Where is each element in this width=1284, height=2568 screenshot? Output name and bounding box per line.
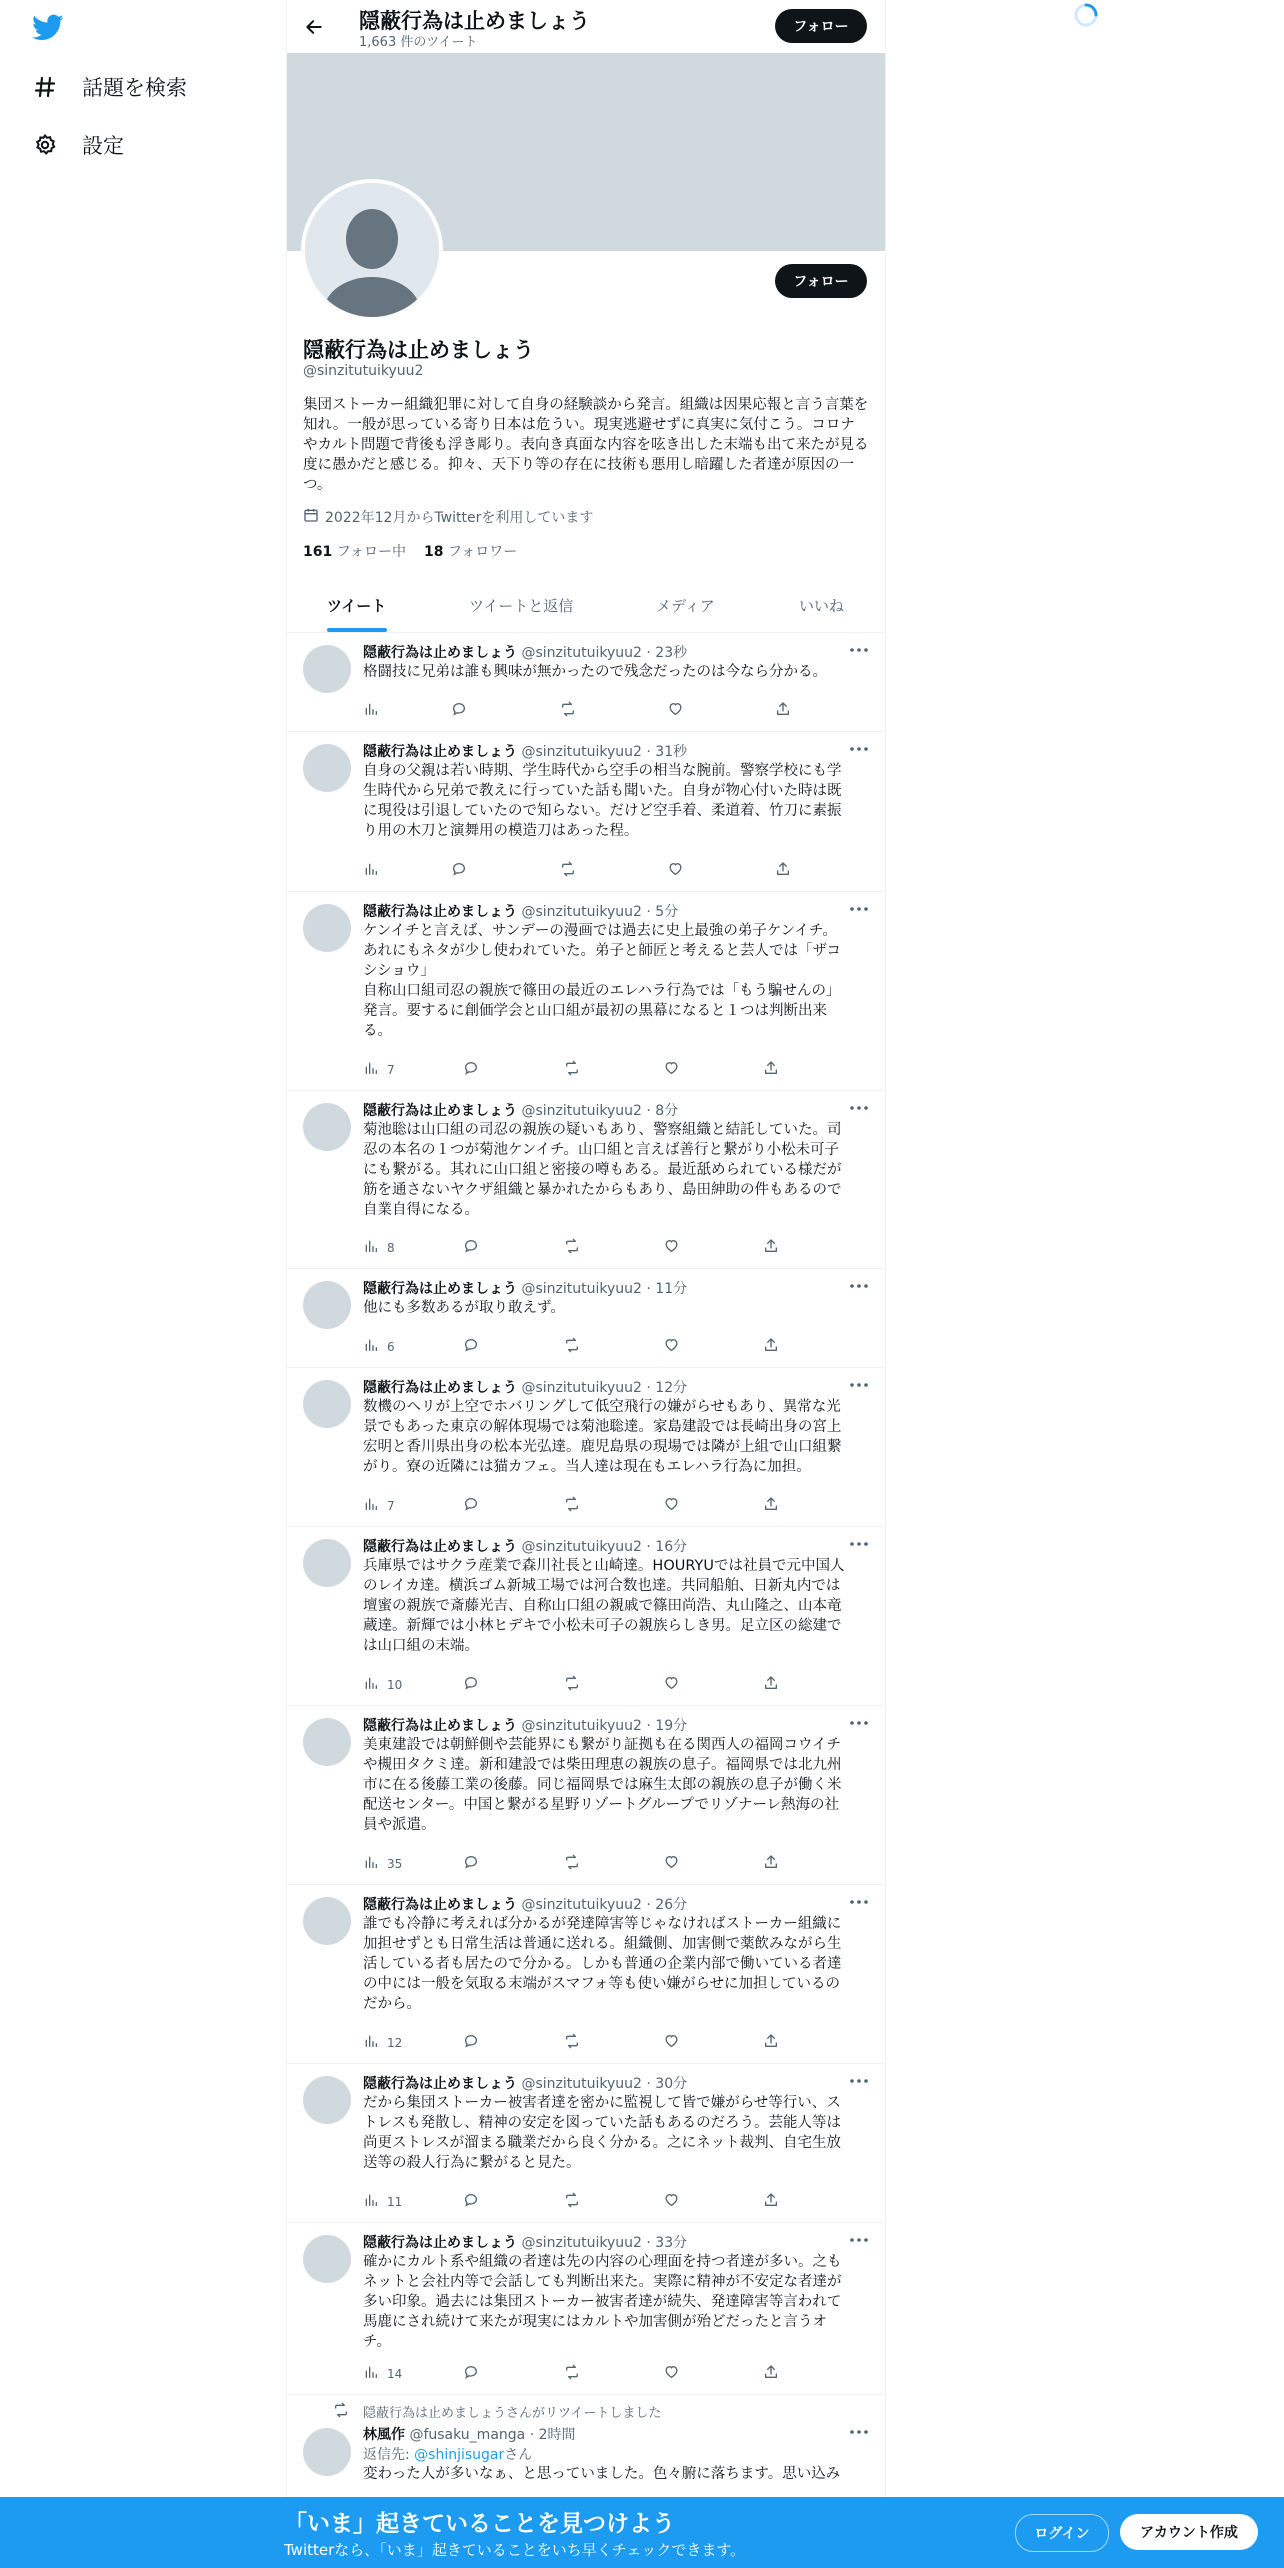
tweet-avatar[interactable] (303, 2076, 351, 2124)
retweet-button[interactable] (559, 861, 577, 880)
like-button[interactable] (667, 861, 684, 880)
tweet-time[interactable]: 2時間 (538, 2427, 576, 2443)
tweet-text: 美東建設では朝鮮側や芸能界にも繋がり証拠も在る関西人の福岡コウイチ や槻田タクミ達。新和建設では柴田理恵の親族の息子。福岡県では北九州 市に在る後藤工業の後藤。同じ福岡県では麻生太郎の親族の息子が働く米 配送センター。中国と繋がる星野リゾートグループでリゾナーレ熱海の社 員や派遣。 (363, 1737, 842, 1833)
tweet-header: 隠蔽行為は止めましょう @sinzitutuikyuu2 · 33分 (363, 2235, 688, 2251)
views-button[interactable] (363, 2192, 402, 2211)
share-button[interactable] (763, 1675, 779, 1694)
retweet-icon (563, 2364, 581, 2383)
tweet-author-name[interactable]: 隠蔽行為は止めましょう (363, 1897, 517, 1913)
profile-avatar[interactable] (301, 179, 443, 321)
views-icon (363, 1854, 379, 1873)
tweet-author-handle[interactable]: @sinzitutuikyuu2 (521, 1718, 642, 1734)
tweet-header: 隠蔽行為は止めましょう @sinzitutuikyuu2 · 12分 (363, 1380, 688, 1396)
tweet-author-handle[interactable]: @sinzitutuikyuu2 (521, 1103, 642, 1119)
tweet-time[interactable]: 11分 (655, 1281, 688, 1297)
tweet-time[interactable]: 16分 (655, 1539, 688, 1555)
views-button[interactable] (363, 1854, 402, 1873)
share-button[interactable] (763, 1854, 779, 1873)
tweet-author-handle[interactable]: @sinzitutuikyuu2 (521, 1897, 642, 1913)
retweet-icon (563, 2192, 581, 2211)
tweet-text: 自身の父親は若い時期、学生時代から空手の相当な腕前。警察学校にも学 生時代から兄弟で教えに行っていた話も聞いた。自身が物心付いた時は既 に現役は引退していたので知らない。だけど空手着、柔道着、竹刀に素振 り用の木刀と演舞用の模造刀はあった程。 (363, 763, 842, 839)
views-icon (363, 701, 379, 720)
retweet-button[interactable] (563, 1675, 581, 1694)
reply-icon (463, 1238, 479, 1257)
tweet-item[interactable] (287, 1268, 885, 1368)
more-icon[interactable] (847, 1892, 871, 1912)
share-icon (763, 2192, 779, 2211)
signup-banner (0, 2497, 1284, 2568)
retweet-icon (563, 2033, 581, 2052)
retweet-label: 隠蔽行為は止めましょうさんがリツイートしました (363, 2406, 662, 2421)
retweet-button[interactable] (563, 1337, 581, 1356)
tweet-text: 兵庫県ではサクラ産業で森川社長と山崎達。HOURYUでは社員で元中国人 のレイカ達。横浜ゴム新城工場では河合数也達。共同船舶、日新丸内では 壇蜜の親族で斎藤光吉、自称山口組の親戚で篠田尚浩、丸山隆之、山本竜 蔵達。新輝では小林ヒデキで小松未可子の親族らしき男。足立区の総建で は山口組の末端。 (363, 1558, 845, 1654)
profile-joined (303, 507, 593, 527)
like-button[interactable] (663, 1337, 680, 1356)
followers-label: フォロワー (447, 544, 518, 560)
like-icon (663, 2033, 680, 2052)
tweet-time[interactable]: 12分 (655, 1380, 688, 1396)
like-button[interactable] (663, 1238, 680, 1257)
more-icon[interactable] (847, 2071, 871, 2091)
tweet-author-name[interactable]: 隠蔽行為は止めましょう (363, 744, 517, 760)
tweet-time[interactable]: 33分 (655, 2235, 688, 2251)
like-icon (667, 701, 684, 720)
reply-icon (463, 1675, 479, 1694)
like-button[interactable] (663, 1060, 680, 1079)
tweet-author-handle[interactable]: @sinzitutuikyuu2 (521, 1380, 642, 1396)
tweet-actions (363, 2364, 823, 2384)
tweet-avatar[interactable] (303, 1103, 351, 1151)
views-icon (363, 1675, 379, 1694)
like-icon (663, 2192, 680, 2211)
views-count: 8 (387, 1240, 395, 1255)
tweet-time[interactable]: 19分 (655, 1718, 688, 1734)
retweet-icon (563, 1060, 581, 1079)
tweet-avatar[interactable] (303, 2428, 351, 2476)
profile-column (286, 0, 886, 2568)
views-button[interactable] (363, 1060, 395, 1079)
views-icon (363, 1238, 379, 1257)
tweet-text: 格闘技に兄弟は誰も興味が無かったので残念だったのは今なら分かる。 (363, 664, 827, 680)
tweet-author-handle[interactable]: @sinzitutuikyuu2 (521, 645, 642, 661)
more-icon[interactable] (847, 640, 871, 660)
tweet-item[interactable] (287, 2063, 885, 2223)
calendar-icon (303, 507, 319, 527)
retweet-indicator-icon (333, 2402, 349, 2422)
reply-button[interactable] (463, 2033, 479, 2052)
tweet-time[interactable]: 5分 (655, 904, 679, 920)
views-button[interactable] (363, 2033, 402, 2052)
share-icon (775, 861, 791, 880)
views-button[interactable] (363, 1496, 395, 1515)
tweet-item[interactable] (287, 1526, 885, 1706)
reply-icon (463, 2033, 479, 2052)
views-button[interactable] (363, 861, 387, 880)
share-icon (763, 1496, 779, 1515)
reply-button[interactable] (463, 1060, 479, 1079)
share-icon (763, 2033, 779, 2052)
share-icon (763, 2364, 779, 2383)
views-button[interactable] (363, 2364, 402, 2383)
tweet-author-name[interactable]: 隠蔽行為は止めましょう (363, 1380, 517, 1396)
tweet-item[interactable] (287, 1884, 885, 2064)
reply-icon (463, 1060, 479, 1079)
tweet-item[interactable] (287, 1367, 885, 1527)
tweet-header: 隠蔽行為は止めましょう @sinzitutuikyuu2 · 16分 (363, 1539, 688, 1555)
share-button[interactable] (763, 1496, 779, 1515)
tweet-text: 数機のヘリが上空でホバリングして低空飛行の嫌がらせもあり、異常な光 景でもあった東京の解体現場では菊池聡達。家島建設では長崎出身の宮上 宏明と香川県出身の松本光弘達。鹿児島県の現場では隣が上組で山口組繋 がり。寮の近隣には猫カフェ。当人達は現在もエレハラ行為に加担。 (363, 1399, 842, 1475)
signup-banner-subtitle: Twitterなら、「いま」起きていることをいち早くチェックできます。 (284, 2541, 746, 2559)
tweet-avatar[interactable] (303, 1380, 351, 1428)
like-button[interactable] (663, 2364, 680, 2383)
retweet-icon (563, 1496, 581, 1515)
tweet-actions (363, 701, 823, 721)
gear-icon (32, 132, 58, 158)
like-icon (663, 1238, 680, 1257)
share-button[interactable] (763, 2192, 779, 2211)
views-icon (363, 2364, 379, 2383)
twitter-logo-icon[interactable] (32, 14, 64, 42)
profile-handle: @sinzitutuikyuu2 (303, 363, 424, 379)
reply-icon (451, 701, 467, 720)
views-button[interactable] (363, 1675, 402, 1694)
reply-icon (463, 1496, 479, 1515)
tweet-author-handle[interactable]: @sinzitutuikyuu2 (521, 1539, 642, 1555)
tweet-time[interactable]: 30分 (655, 2076, 688, 2092)
retweet-button[interactable] (559, 701, 577, 720)
share-button[interactable] (775, 861, 791, 880)
share-icon (763, 1854, 779, 1873)
tweet-author-name[interactable]: 隠蔽行為は止めましょう (363, 2235, 517, 2251)
reply-icon (463, 1337, 479, 1356)
tweet-item[interactable] (287, 891, 885, 1091)
tweet-author-name[interactable]: 林風作 (363, 2427, 405, 2443)
views-button[interactable] (363, 1337, 395, 1356)
views-count: 35 (387, 1856, 403, 1871)
share-button[interactable] (775, 701, 791, 720)
more-icon[interactable] (847, 2230, 871, 2250)
share-icon (763, 1337, 779, 1356)
reply-button[interactable] (463, 1337, 479, 1356)
header-name: 隠蔽行為は止めましょう (359, 9, 590, 33)
more-icon[interactable] (847, 1534, 871, 1554)
views-icon (363, 2033, 379, 2052)
tweet-author-handle[interactable]: @sinzitutuikyuu2 (521, 744, 642, 760)
followers-count: 18 (424, 544, 444, 560)
following-link[interactable] (303, 541, 406, 561)
views-count: 7 (387, 1062, 395, 1077)
tweet-actions (363, 1675, 823, 1695)
share-button[interactable] (763, 1337, 779, 1356)
views-button[interactable] (363, 1238, 395, 1257)
like-icon (663, 2364, 680, 2383)
more-icon[interactable] (847, 2422, 871, 2442)
like-icon (663, 1337, 680, 1356)
tweet-header: 隠蔽行為は止めましょう @sinzitutuikyuu2 · 11分 (363, 1281, 688, 1297)
tweet-author-handle[interactable]: @sinzitutuikyuu2 (521, 2235, 642, 2251)
tweet-author-handle[interactable]: @fusaku_manga (409, 2427, 526, 2443)
views-icon (363, 1496, 379, 1515)
reply-button[interactable] (451, 861, 467, 880)
nav-explore-label: 話題を検索 (82, 76, 187, 100)
retweet-button[interactable] (563, 1496, 581, 1515)
nav-settings-label: 設定 (82, 134, 124, 158)
more-icon[interactable] (847, 739, 871, 759)
tweet-avatar[interactable] (303, 1539, 351, 1587)
tweet-avatar[interactable] (303, 1718, 351, 1766)
retweet-icon (563, 1337, 581, 1356)
tweet-text: ケンイチと言えば、サンデーの漫画では過去に史上最強の弟子ケンイチ。 あれにもネタが少し使われていた。弟子と師匠と考えると芸人では「ザコ シショウ」 自称山口組司忍の親族で篠田の最近のエレハラ行為では「もう騙せんの」 発言。要するに創価学会と山口組が最初の黒幕になると１つは判断出来 る。 (363, 923, 841, 1039)
retweet-icon (563, 1238, 581, 1257)
tweet-item[interactable] (287, 632, 885, 732)
tweet-time[interactable]: 8分 (655, 1103, 679, 1119)
tweet-author-handle[interactable]: @sinzitutuikyuu2 (521, 904, 642, 920)
tweet-text: 誰でも冷静に考えれば分かるが発達障害等じゃなければストーカー組織に 加担せずとも日常生活は普通に送れる。組織側、加害側で薬飲みながら生 活している者も居たので分かる。しかも普通の企業内部で働いている者達 の中には一般を気取る末端がスマフォ等も使い嫌がらせに加担しているの だから。 (363, 1916, 842, 2012)
reply-button[interactable] (463, 2364, 479, 2383)
views-button[interactable] (363, 701, 387, 720)
share-icon (763, 1238, 779, 1257)
like-button[interactable] (663, 1854, 680, 1873)
share-button[interactable] (763, 2033, 779, 2052)
retweet-button[interactable] (563, 2033, 581, 2052)
views-count: 7 (387, 1498, 395, 1513)
tweet-time[interactable]: 23秒 (655, 645, 688, 661)
views-count: 12 (387, 2035, 403, 2050)
like-icon (663, 1854, 680, 1873)
like-button[interactable] (663, 1675, 680, 1694)
reply-icon (463, 1854, 479, 1873)
tweet-avatar[interactable] (303, 645, 351, 693)
header-tweet-count: 1,663 件のツイート (359, 35, 478, 50)
followers-link[interactable] (424, 541, 517, 561)
tweet-item[interactable] (287, 1090, 885, 1269)
more-icon[interactable] (847, 1276, 871, 1296)
following-label: フォロー中 (336, 544, 406, 560)
tweet-text: 変わった人が多いなぁ、と思っていました。色々腑に落ちます。思い込み (363, 2466, 841, 2482)
tweet-author-name[interactable]: 隠蔽行為は止めましょう (363, 1281, 517, 1297)
retweet-icon (559, 861, 577, 880)
reply-icon (451, 861, 467, 880)
more-icon[interactable] (847, 1713, 871, 1733)
tweet-time[interactable]: 26分 (655, 1897, 688, 1913)
tweet-header: 隠蔽行為は止めましょう @sinzitutuikyuu2 · 23秒 (363, 645, 688, 661)
profile-tabs (287, 578, 885, 633)
hashtag-icon (32, 74, 58, 100)
tweet-header: 隠蔽行為は止めましょう @sinzitutuikyuu2 · 26分 (363, 1897, 688, 1913)
share-icon (763, 1060, 779, 1079)
signup-button[interactable]: アカウント作成 (1120, 2514, 1258, 2550)
tweet-actions (363, 2192, 823, 2212)
retweet-icon (563, 1675, 581, 1694)
like-icon (663, 1675, 680, 1694)
tweet-actions (363, 1496, 823, 1516)
like-icon (663, 1496, 680, 1515)
views-count: 6 (387, 1339, 395, 1354)
tweet-actions (363, 1854, 823, 1874)
tweet-author-handle[interactable]: @sinzitutuikyuu2 (521, 1281, 642, 1297)
tweet-avatar[interactable] (303, 1281, 351, 1329)
reply-to (363, 2444, 532, 2464)
profile-name: 隠蔽行為は止めましょう (303, 338, 534, 362)
reply-button[interactable] (463, 2192, 479, 2211)
tweet-author-name[interactable]: 隠蔽行為は止めましょう (363, 1103, 517, 1119)
signup-banner-title: 「いま」起きていることを見つけよう (284, 2511, 675, 2537)
tweet-author-name[interactable]: 隠蔽行為は止めましょう (363, 2076, 517, 2092)
share-button[interactable] (763, 1238, 779, 1257)
tweet-text: 菊池聡は山口組の司忍の親族の疑いもあり、警察組織と結託していた。司 忍の本名の１つが菊池ケンイチ。山口組と言えば善行と繋がり小松未可子 にも繋がる。其れに山口組と密接の噂もある。最近舐められている様だが 筋を通さないヤクザ組織と暴かれたからもあり、島田紳助の件もあるので 自業自得になる。 (363, 1122, 842, 1218)
views-count: 11 (387, 2194, 403, 2209)
profile-header-bar (287, 0, 885, 53)
profile-stats (303, 541, 517, 561)
views-count: 10 (387, 1677, 403, 1692)
like-button[interactable] (663, 2033, 680, 2052)
tweet-text: 他にも多数あるが取り敢えず。 (363, 1300, 565, 1316)
reply-button[interactable] (463, 1238, 479, 1257)
profile-follow-button[interactable]: フォロー (775, 264, 867, 298)
tweet-header: 隠蔽行為は止めましょう @sinzitutuikyuu2 · 19分 (363, 1718, 688, 1734)
tweet-header: 隠蔽行為は止めましょう @sinzitutuikyuu2 · 8分 (363, 1103, 679, 1119)
tweet-text: だから集団ストーカー被害者達を密かに監視して皆で嫌がらせ等行い、ス トレスも発散し、精神の安定を図っていた話もあるのだろう。芸能人等は 尚更ストレスが溜まる職業だから良く分かる。之にネット裁判、自宅生放 送等の殺人行為に繋がると見た。 (363, 2095, 842, 2171)
header-follow-button[interactable]: フォロー (775, 9, 867, 43)
retweet-button[interactable] (563, 2364, 581, 2383)
tab-tweets-replies[interactable]: ツイートと返信 (469, 596, 574, 615)
reply-button[interactable] (463, 1854, 479, 1873)
tweet-header: 隠蔽行為は止めましょう @sinzitutuikyuu2 · 31秒 (363, 744, 688, 760)
tweet-header: 林風作 @fusaku_manga · 2時間 (363, 2427, 576, 2443)
tweet-actions (363, 1238, 823, 1258)
nav-explore[interactable] (32, 72, 187, 102)
tweet-author-name[interactable]: 隠蔽行為は止めましょう (363, 645, 517, 661)
tweet-author-handle[interactable]: @sinzitutuikyuu2 (521, 2076, 642, 2092)
tweet-item[interactable] (287, 2222, 885, 2395)
views-icon (363, 1060, 379, 1079)
share-icon (763, 1675, 779, 1694)
share-button[interactable] (763, 2364, 779, 2383)
retweet-button[interactable] (563, 1854, 581, 1873)
views-icon (363, 2192, 379, 2211)
tab-media[interactable]: メディア (656, 596, 715, 615)
more-icon[interactable] (847, 1098, 871, 1118)
profile-joined-text: 2022年12月からTwitterを利用しています (325, 510, 594, 526)
nav-settings[interactable] (32, 130, 124, 160)
more-icon[interactable] (847, 899, 871, 919)
reply-button[interactable] (463, 1675, 479, 1694)
like-icon (667, 861, 684, 880)
tweet-actions (363, 2033, 823, 2053)
tweet-header: 隠蔽行為は止めましょう @sinzitutuikyuu2 · 30分 (363, 2076, 688, 2092)
retweet-button[interactable] (563, 2192, 581, 2211)
tweet-actions (363, 861, 823, 881)
tweet-item[interactable] (287, 1705, 885, 1885)
reply-icon (463, 2192, 479, 2211)
tab-likes[interactable]: いいね (799, 596, 845, 615)
tweet-avatar[interactable] (303, 2235, 351, 2283)
tweet-item[interactable] (287, 731, 885, 892)
back-arrow-icon[interactable] (299, 12, 329, 42)
tweet-actions (363, 1060, 823, 1080)
loading-spinner-icon (1073, 2, 1099, 28)
reply-button[interactable] (451, 701, 467, 720)
views-count: 14 (387, 2366, 403, 2381)
tweet-author-name[interactable]: 隠蔽行為は止めましょう (363, 1718, 517, 1734)
tweet-avatar[interactable] (303, 1897, 351, 1945)
tweet-avatar[interactable] (303, 904, 351, 952)
more-icon[interactable] (847, 1375, 871, 1395)
views-icon (363, 861, 379, 880)
reply-prefix: 返信先: (363, 2447, 410, 2463)
like-button[interactable] (663, 1496, 680, 1515)
tweet-actions (363, 1337, 823, 1357)
share-button[interactable] (763, 1060, 779, 1079)
login-button[interactable]: ログイン (1015, 2514, 1109, 2552)
reply-button[interactable] (463, 1496, 479, 1515)
reply-icon (463, 2364, 479, 2383)
tab-tweets[interactable]: ツイート (327, 596, 387, 615)
share-icon (775, 701, 791, 720)
tweet-author-name[interactable]: 隠蔽行為は止めましょう (363, 904, 517, 920)
profile-bio: 集団ストーカー組織犯罪に対して自身の経験談から発言。組織は因果応報と言う言葉を知れ。一般が思っている寄り日本は危うい。現実逃避せずに真実に気付こう。コロナやカルト問題で背後も浮き彫り。表向き真面な内容を呟き出した末端も出て来たが見る度に愚かだと感じる。抑々、天下り等の存在に技術も悪用し暗躍した者達が原因の一つ。 (303, 397, 869, 493)
retweet-icon (559, 701, 577, 720)
retweet-button[interactable] (563, 1238, 581, 1257)
tweet-text: 確かにカルト系や組織の者達は先の内容の心理面を持つ者達が多い。之も ネットと会社内等で会話しても判断出来た。実際に精神が不安定な者達が 多い印象。過去には集団ストーカー被害者達が続失、発達障害等言われて 馬鹿にされ続けて来たが現実にはカルトや加害側が殆どだったと言うオ チ。 (363, 2254, 842, 2350)
retweet-button[interactable] (563, 1060, 581, 1079)
tweet-avatar[interactable] (303, 744, 351, 792)
like-icon (663, 1060, 680, 1079)
like-button[interactable] (663, 2192, 680, 2211)
following-count: 161 (303, 544, 333, 560)
retweet-icon (563, 1854, 581, 1873)
tweet-time[interactable]: 31秒 (655, 744, 688, 760)
reply-suffix: さん (504, 2447, 533, 2463)
tweet-author-name[interactable]: 隠蔽行為は止めましょう (363, 1539, 517, 1555)
tweet-header: 隠蔽行為は止めましょう @sinzitutuikyuu2 · 5分 (363, 904, 679, 920)
views-icon (363, 1337, 379, 1356)
like-button[interactable] (667, 701, 684, 720)
reply-user-link[interactable]: @shinjisugar (414, 2447, 505, 2463)
